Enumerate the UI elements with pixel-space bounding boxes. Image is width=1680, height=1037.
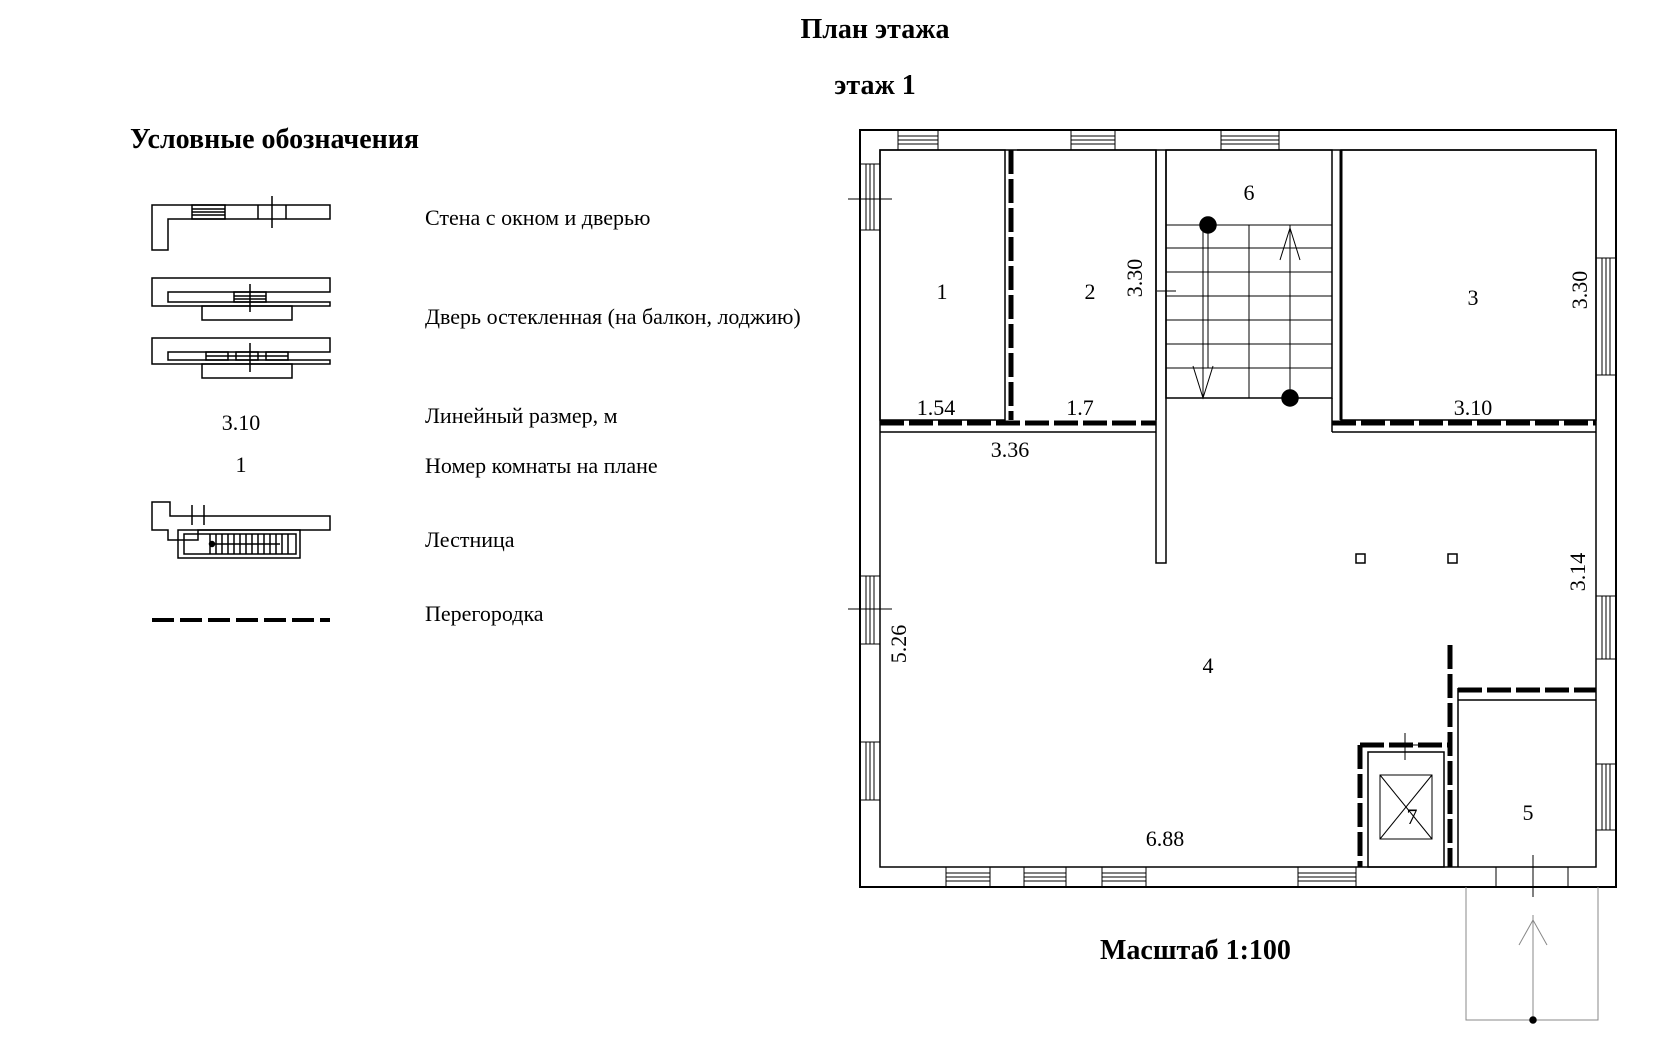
- room-number-4: 4: [1202, 653, 1214, 678]
- legend-label-stairs: Лестница: [425, 527, 515, 552]
- outer-wall-outline: [860, 130, 1616, 887]
- room-number-5: 5: [1522, 800, 1534, 825]
- legend-label-dimension: Линейный размер, м: [425, 403, 618, 428]
- top-windows: [898, 130, 1279, 150]
- room-number-7: 7: [1406, 804, 1418, 829]
- legend-title: Условные обозначения: [130, 124, 420, 155]
- porch-dot: [1530, 1017, 1536, 1023]
- legend-sample-dimension: 3.10: [221, 410, 261, 435]
- legend-label-wall: Стена с окном и дверью: [425, 205, 651, 230]
- room-number-1: 1: [936, 279, 948, 304]
- dimension-rooms-12-total: 3.36: [990, 437, 1030, 462]
- dimension-room-3-width: 3.10: [1453, 395, 1493, 420]
- legend-glazed-door-symbol-1: [152, 278, 330, 320]
- scale-label: Масштаб 1:100: [1100, 935, 1291, 966]
- legend-label-partition: Перегородка: [425, 601, 544, 626]
- column-1: [1356, 554, 1365, 563]
- staircase: [1157, 225, 1332, 398]
- stair-wall: [1156, 150, 1166, 563]
- bottom-windows: [946, 855, 1568, 897]
- legend-sample-room-number: 1: [235, 452, 247, 477]
- dimension-room-3-height: 3.30: [1567, 270, 1592, 310]
- stair-start-dot: [1200, 217, 1216, 233]
- dimension-room-1-width: 1.54: [916, 395, 956, 420]
- dimension-room-2-height: 3.30: [1122, 258, 1147, 298]
- stair-end-dot: [1282, 390, 1298, 406]
- entrance-porch: [1466, 887, 1598, 1020]
- dimension-bottom-wall: 6.88: [1145, 826, 1185, 851]
- legend-wall-symbol: [152, 196, 330, 250]
- dimension-right-wall: 3.14: [1565, 552, 1590, 592]
- legend-label-glazed-door: Дверь остекленная (на балкон, лоджию): [425, 304, 801, 329]
- room-number-3: 3: [1467, 285, 1479, 310]
- legend-stairs-symbol: [152, 502, 330, 558]
- room-number-2: 2: [1084, 279, 1096, 304]
- page-title: План этажа: [800, 14, 950, 45]
- floor-label: этаж 1: [834, 70, 916, 101]
- left-windows: [848, 164, 892, 800]
- right-windows: [1596, 258, 1616, 830]
- room-number-6: 6: [1243, 180, 1255, 205]
- column-2: [1448, 554, 1457, 563]
- legend-glazed-door-symbol-2: [152, 338, 330, 378]
- inner-wall-outline: [880, 150, 1596, 867]
- legend-label-room-number: Номер комнаты на плане: [425, 453, 658, 478]
- legend-stairs-dot: [210, 542, 215, 547]
- dimension-room-2-width: 1.7: [1066, 395, 1094, 420]
- dimension-left-wall: 5.26: [886, 624, 911, 664]
